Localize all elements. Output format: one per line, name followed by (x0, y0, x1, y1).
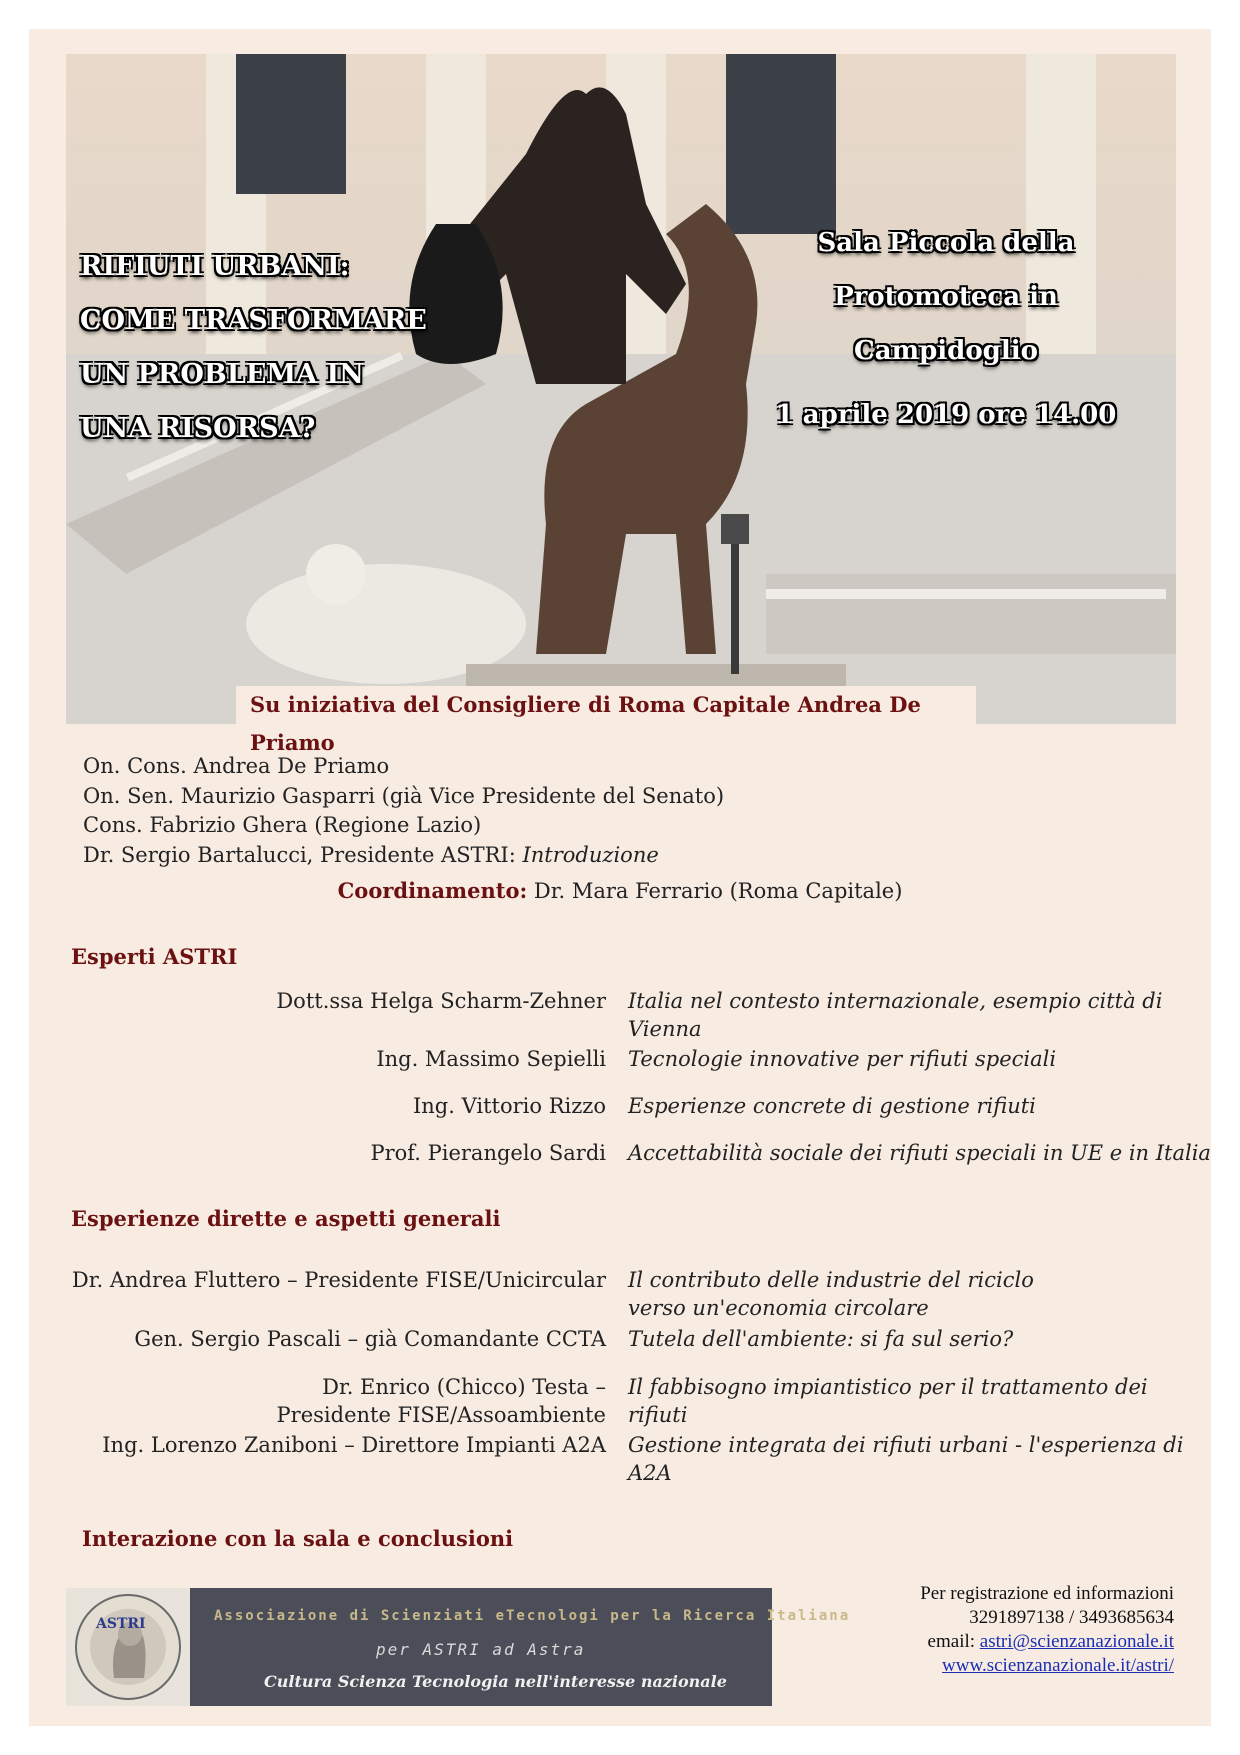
event-title: RIFIUTI URBANI: COME TRASFORMARE UN PROBLEMA IN UNA RISORSA? (80, 251, 427, 444)
section-title-experts: Esperti ASTRI (71, 944, 238, 969)
medal-icon (66, 1588, 190, 1706)
speaker-name: Ing. Lorenzo Zaniboni – Direttore Impianti A2A (102, 1433, 606, 1457)
website-link[interactable]: www.scienzanazionale.it/astri/ (942, 1655, 1174, 1676)
contact-website-line (920, 1654, 1174, 1678)
contact-phones: 3291897138 / 3493685634 (969, 1607, 1174, 1628)
coordination-line (0, 878, 1240, 903)
section-title-experiences: Esperienze dirette e aspetti generali (71, 1206, 501, 1231)
speaker-line: Dr. Sergio Bartalucci, Presidente ASTRI: (83, 842, 523, 867)
talk-topic: Esperienze concrete di gestione rifiuti (628, 1094, 1036, 1118)
speaker-name: Prof. Pierangelo Sardi (370, 1141, 606, 1165)
coordination-value: Dr. Mara Ferrario (Roma Capitale) (527, 879, 903, 903)
talk-topic: Italia nel contesto internazionale, esempio città di Vienna (628, 989, 1163, 1041)
speaker-line-intro (83, 841, 724, 871)
speaker-line: Cons. Fabrizio Ghera (Regione Lazio) (83, 813, 482, 837)
astri-medal-logo (66, 1588, 190, 1706)
speaker-name: Ing. Vittorio Rizzo (412, 1094, 606, 1118)
venue-line-2: Protomoteca in (834, 282, 1058, 312)
banner-photo (66, 54, 1176, 724)
talk-topic: Accettabilità sociale dei rifiuti speciali in UE e in Italia (628, 1141, 1211, 1165)
talk-topic: Il contributo delle industrie del riciclo verso un'economia circolare (628, 1268, 1034, 1320)
contact-email-line (920, 1630, 1174, 1654)
talk-topic: Tutela dell'ambiente: si fa sul serio? (628, 1327, 1014, 1351)
initiative-caption: Su iniziativa del Consigliere di Roma Capitale Andrea De Priamo (236, 686, 976, 724)
event-date: 1 aprile 2019 ore 14.00 (775, 400, 1117, 430)
intro-label: Introduzione (522, 842, 659, 867)
opening-speakers (83, 752, 724, 870)
speaker-name: Dott.ssa Helga Scharm-Zehner (276, 989, 606, 1013)
speaker-name: Dr. Andrea Fluttero – Presidente FISE/Unicircular (71, 1268, 606, 1292)
speaker-line: On. Sen. Maurizio Gasparri (già Vice Presidente del Senato) (83, 783, 725, 808)
section-title-closing: Interazione con la sala e conclusioni (82, 1526, 514, 1551)
logo-association-name: Associazione di Scienziati eTecnologi per la Ricerca Italiana (214, 1608, 851, 1624)
email-link[interactable]: astri@scienzanazionale.it (979, 1631, 1174, 1652)
logo-motto: per ASTRI ad Astra (376, 1640, 586, 1659)
email-label: email: (927, 1631, 980, 1652)
talk-topic: Tecnologie innovative per rifiuti speciali (628, 1047, 1057, 1071)
speaker-name: Ing. Massimo Sepielli (376, 1047, 606, 1071)
venue-line-1: Sala Piccola della (817, 228, 1075, 258)
venue-line-3: Campidoglio (854, 336, 1038, 366)
logo-tagline: Cultura Scienza Tecnologia nell'interesse nazionale (264, 1672, 727, 1691)
coordination-label: Coordinamento: (337, 878, 528, 903)
talk-topic: Il fabbisogno impiantistico per il trattamento dei rifiuti (628, 1375, 1148, 1427)
contact-info (920, 1582, 1174, 1678)
speaker-name: Dr. Enrico (Chicco) Testa – Presidente FISE/Assoambiente (276, 1375, 606, 1427)
speaker-line: On. Cons. Andrea De Priamo (83, 754, 390, 778)
contact-heading: Per registrazione ed informazioni (920, 1583, 1174, 1604)
event-venue (766, 216, 1126, 442)
speaker-name: Gen. Sergio Pascali – già Comandante CCTA (134, 1327, 606, 1351)
astri-logo-banner (66, 1588, 851, 1706)
medal-text: ASTRI (96, 1616, 146, 1632)
talk-topic: Gestione integrata dei rifiuti urbani - l'esperienza di A2A (628, 1433, 1184, 1485)
